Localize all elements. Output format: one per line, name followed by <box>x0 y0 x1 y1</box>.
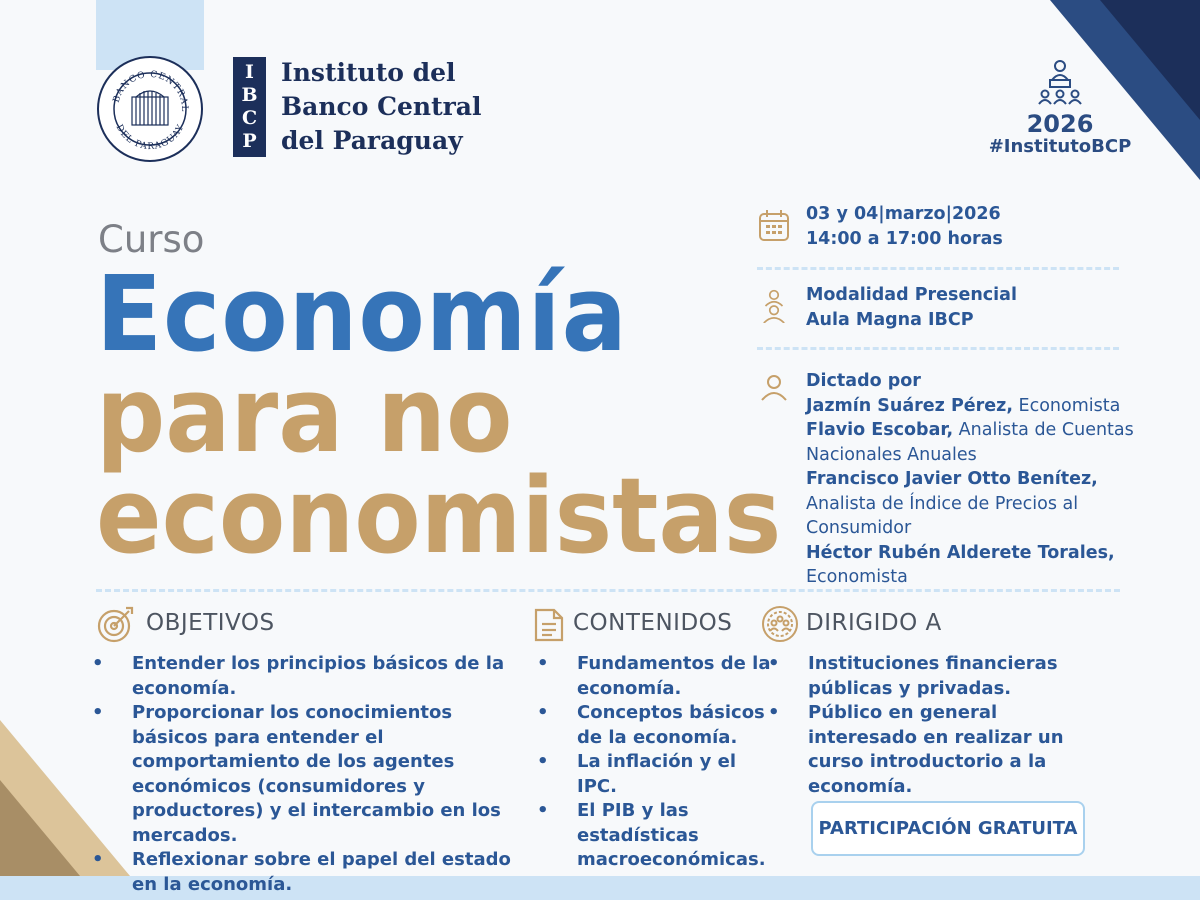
speaker-entry <box>806 418 1146 467</box>
modality-block <box>806 283 1136 332</box>
ibcp-acronym-block <box>233 57 266 157</box>
dirigido-list <box>768 652 1098 799</box>
acronym-letter: B <box>241 84 258 106</box>
speakers-heading: Dictado por <box>806 371 921 391</box>
course-title-line-3: economistas <box>96 455 782 577</box>
objetivos-list <box>92 652 532 897</box>
badge-year: 2026 <box>1026 110 1094 138</box>
speaker-name: Francisco Javier Otto Benítez, <box>806 469 1098 489</box>
date-time-block <box>806 202 1136 251</box>
institute-name-line: Banco Central <box>281 92 482 121</box>
list-item: • Público en general interesado en realizar un curso introductorio a la economía. <box>768 701 1098 799</box>
audience-icon <box>1036 58 1084 112</box>
list-item: • El PIB y las estadísticas macroeconómicas. <box>537 799 777 873</box>
document-list-icon <box>528 604 568 644</box>
event-date: 03 y 04|marzo|2026 <box>806 204 1001 224</box>
person-location-icon <box>757 289 791 323</box>
speaker-entry <box>806 541 1146 590</box>
acronym-letter: C <box>241 107 258 129</box>
institute-name <box>281 56 482 158</box>
target-icon <box>96 604 136 644</box>
group-target-icon <box>760 604 800 644</box>
speakers-block <box>806 369 1146 590</box>
institute-name-line: del Paraguay <box>281 126 463 155</box>
course-title-line-2: para no <box>96 354 513 476</box>
calendar-icon <box>757 208 791 242</box>
seal-text-bottom: DEL PARAGUAY <box>113 122 187 153</box>
dirigido-heading: DIRIGIDO A <box>806 610 942 636</box>
free-participation-button[interactable]: PARTICIPACIÓN GRATUITA <box>811 801 1085 856</box>
speaker-role: Economista <box>1018 395 1121 416</box>
list-item: • Conceptos básicos de la economía. <box>537 701 777 750</box>
speaker-role: Economista <box>806 567 908 587</box>
objetivos-heading: OBJETIVOS <box>146 610 275 636</box>
speaker-entry <box>806 467 1146 541</box>
list-item: • Fundamentos de la economía. <box>537 652 777 701</box>
badge-hashtag: #InstitutoBCP <box>988 136 1132 157</box>
divider <box>757 267 1119 270</box>
person-icon <box>757 372 791 406</box>
section-divider <box>96 589 1120 592</box>
banco-central-seal-logo <box>96 55 204 163</box>
modality: Modalidad Presencial <box>806 285 1017 305</box>
speaker-role: Analista de Cuentas Nacionales Anuales <box>806 420 1134 465</box>
venue: Aula Magna IBCP <box>806 309 974 330</box>
contenidos-list <box>537 652 777 873</box>
speaker-name: Jazmín Suárez Pérez, <box>806 395 1013 416</box>
course-title-line-1: Economía <box>96 253 628 375</box>
seal-text-top: BANCO CENTRAL <box>111 69 190 113</box>
event-time: 14:00 a 17:00 horas <box>806 228 1003 249</box>
list-item: • La inflación y el IPC. <box>537 750 777 799</box>
acronym-letter: P <box>242 130 257 152</box>
list-item: • Proporcionar los conocimientos básicos para entender el comportamiento de los agentes económicos (consumidores y productores) y el intercambio en los mercados. <box>92 701 532 848</box>
institute-name-line: Instituto del <box>281 58 456 87</box>
speaker-name: Flavio Escobar, <box>806 420 954 440</box>
contenidos-heading: CONTENIDOS <box>573 610 733 636</box>
divider <box>757 347 1119 350</box>
speaker-name: Héctor Rubén Alderete Torales, <box>806 542 1115 563</box>
speaker-role: Analista de Índice de Precios al Consumidor <box>806 493 1079 538</box>
list-item: • Reflexionar sobre el papel del estado en la economía. <box>92 848 532 897</box>
list-item: • Entender los principios básicos de la economía. <box>92 652 532 701</box>
list-item: • Instituciones financieras públicas y privadas. <box>768 652 1098 701</box>
acronym-letter: I <box>245 61 254 83</box>
course-label: Curso <box>98 218 205 261</box>
speaker-entry <box>806 394 1146 419</box>
